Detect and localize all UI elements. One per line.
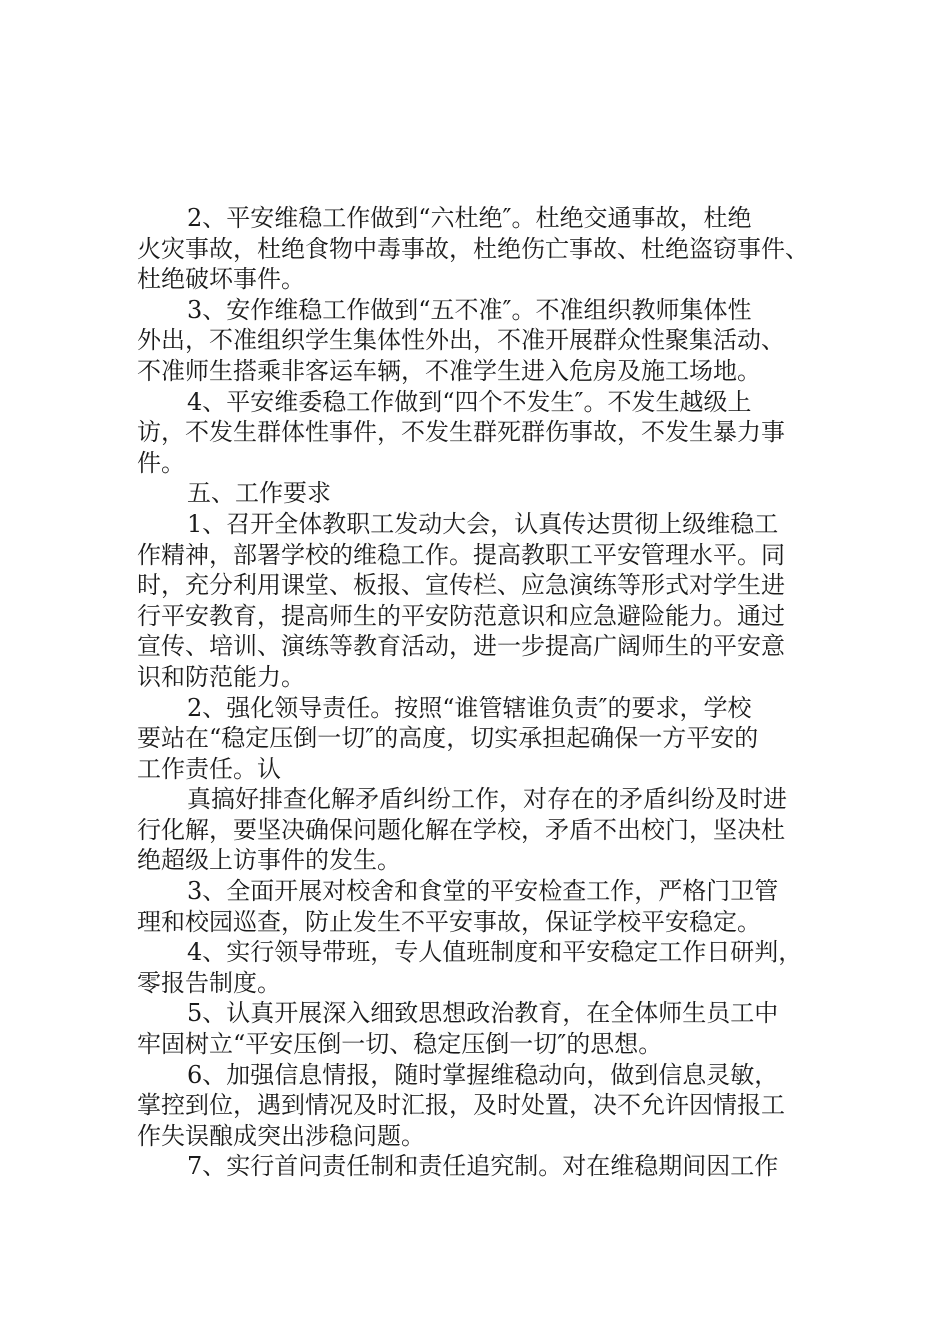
text-line: 外出，不准组织学生集体性外出，不准开展群众性聚集活动、 [137, 326, 785, 355]
text-line: 宣传、培训、演练等教育活动，进一步提高广阔师生的平安意 [137, 632, 785, 661]
text-line: 作失误酿成突出涉稳问题。 [137, 1121, 425, 1150]
text-line: 2、平安维稳工作做到“六杜绝″。杜绝交通事故，杜绝 [187, 204, 752, 232]
text-line: 行平安教育，提高师生的平安防范意识和应急避险能力。通过 [137, 601, 785, 630]
text-line: 牢固树立“平安压倒一切、稳定压倒一切″的思想。 [137, 1030, 663, 1059]
text-line: 7、实行首问责任制和责任追究制。对在维稳期间因工作 [187, 1152, 779, 1181]
text-line: 要站在“稳定压倒一切″的高度，切实承担起确保一方平安的 [137, 724, 759, 753]
text-line: 识和防范能力。 [137, 662, 305, 691]
text-line: 行化解，要坚决确保问题化解在学校，矛盾不出校门，坚决杜 [137, 815, 785, 844]
text-line: 1、召开全体教职工发动大会，认真传达贯彻上级维稳工 [187, 509, 779, 538]
text-line: 4、实行领导带班，专人值班制度和平安稳定工作日研判， [187, 938, 803, 967]
text-line: 火灾事故，杜绝食物中毒事故，杜绝伤亡事故、杜绝盗窃事件、 [137, 234, 809, 263]
text-line: 5、认真开展深入细致思想政治教育，在全体师生员工中 [187, 999, 779, 1028]
text-line: 真搞好排查化解矛盾纠纷工作，对存在的矛盾纠纷及时进 [187, 785, 787, 814]
text-line: 作精神，部署学校的维稳工作。提高教职工平安管理水平。同 [137, 540, 785, 569]
text-line: 不准师生搭乘非客运车辆，不准学生进入危房及施工场地。 [137, 356, 761, 385]
text-line: 理和校园巡查，防止发生不平安事故，保证学校平安稳定。 [137, 907, 761, 936]
text-line: 4、平安维委稳工作做到“四个不发生″。不发生越级上 [187, 387, 752, 416]
text-line: 杜绝破坏事件。 [137, 265, 305, 294]
text-line: 2、强化领导责任。按照“谁管辖谁负责″的要求，学校 [187, 693, 752, 722]
text-line: 五、工作要求 [187, 479, 331, 508]
text-line: 6、加强信息情报，随时掌握维稳动向，做到信息灵敏， [187, 1060, 779, 1089]
text-line: 3、安作维稳工作做到“五不准″。不准组织教师集体性 [187, 295, 752, 324]
text-line: 零报告制度。 [137, 968, 281, 997]
text-line: 掌控到位，遇到情况及时汇报，及时处置，决不允许因情报工 [137, 1091, 785, 1120]
text-line: 访，不发生群体性事件，不发生群死群伤事故，不发生暴力事 [137, 418, 785, 447]
text-line: 件。 [137, 448, 185, 477]
text-line: 3、全面开展对校舍和食堂的平安检查工作，严格门卫管 [187, 877, 779, 906]
document-body [137, 203, 837, 1182]
text-line: 时，充分利用课堂、板报、宣传栏、应急演练等形式对学生进 [137, 571, 785, 600]
text-line: 工作责任。认 [137, 754, 281, 783]
text-line: 绝超级上访事件的发生。 [137, 846, 401, 875]
